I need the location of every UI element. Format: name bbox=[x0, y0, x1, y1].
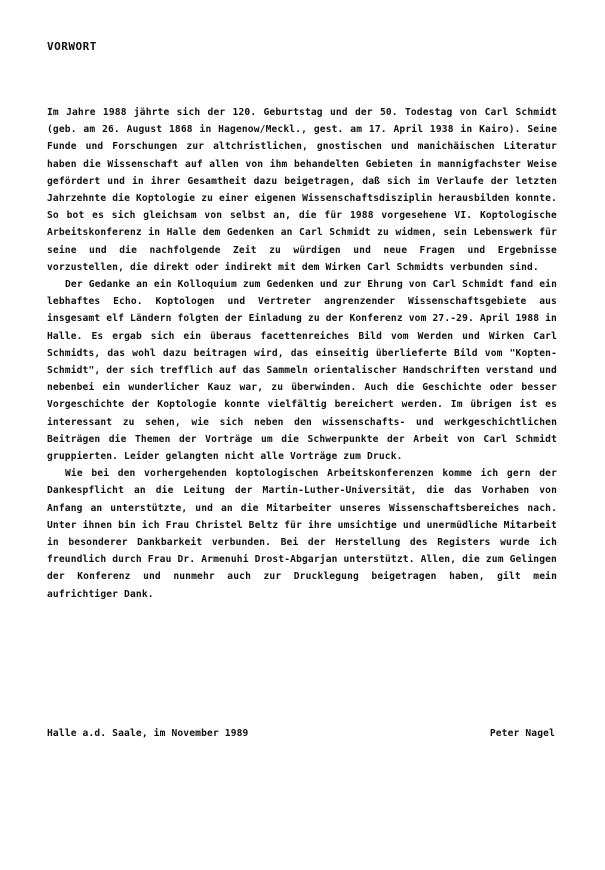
paragraph-3: Wie bei den vorhergehenden koptologischen Arbeitskonferenzen komme ich gern der Dankespflicht an die Leitung der Martin-Luther-Universität, die das Vorhaben von Anfang an unterstützte, und an die Mitarbeiter unseres Wissenschaftsbereiches nach. Unter ihnen bin ich Frau Christel Beltz für ihre umsichtige und unermüdliche Mitarbeit in besonderer Dankbarkeit verbunden. Bei der Herstellung des Registers wurde ich freundlich durch Frau Dr. Armenuhi Drost-Abgarjan unterstützt. Allen, die zum Gelingen der Konferenz und nunmehr auch zur Drucklegung beigetragen haben, gilt mein aufrichtiger Dank. bbox=[47, 468, 557, 600]
place-date: Halle a.d. Saale, im November 1989 bbox=[47, 728, 249, 739]
author-name: Peter Nagel bbox=[489, 728, 555, 739]
paragraph-1: Im Jahre 1988 jährte sich der 120. Geburtstag und der 50. Todestag von Carl Schmidt (geb. am 26. August 1868 in Hagenow/Meckl., gest. am 17. April 1938 in Kairo). Seine Funde und Forschungen zur altchristlichen, gnostischen und manichäischen Literatur haben die Wissenschaft auf allen von ihm behandelten Gebieten in mannigfachster Weise gefördert und in ihrer Gesamtheit dazu beigetragen, daß sich im Verlaufe der letzten Jahrzehnte die Koptologie zu einer eigenen Wissenschaftsdisziplin herausbilden konnte. So bot es sich gleichsam von selbst an, die für 1988 vorgesehene VI. Koptologische Arbeitskonferenz in Halle dem Gedenken an Carl Schmidt zu widmen, sein Lebenswerk für seine und die nachfolgende Zeit zu würdigen und neue Fragen und Ergebnisse vorzustellen, die direkt oder indirekt mit dem Wirken Carl Schmidts verbunden sind. bbox=[47, 107, 557, 273]
signature-line bbox=[47, 728, 555, 739]
paragraph-2: Der Gedanke an ein Kolloquium zum Gedenken und zur Ehrung von Carl Schmidt fand ein lebhaftes Echo. Koptologen und Vertreter angrenzender Wissenschaftsgebiete aus insgesamt elf Ländern folgten der Einladung zu der Konferenz vom 27.-29. April 1988 in Halle. Es ergab sich ein überaus facettenreiches Bild vom Werden und Wirken Carl Schmidts, das wohl dazu beitragen wird, das einseitig überlieferte Bild vom "Kopten-Schmidt", der sich trefflich auf das Sammeln orientalischer Handschriften verstand und nebenbei ein wunderlicher Kauz war, zu überwinden. Auch die Geschichte oder besser Vorgeschichte der Koptologie konnte vielfältig bereichert werden. Im übrigen ist es interessant zu sehen, wie sich neben den wissenschafts- und werkgeschichtlichen Beiträgen die Themen der Vorträge um die Schwerpunkte der Arbeit von Carl Schmidt gruppierten. Leider gelangten nicht alle Vorträge zum Druck. bbox=[47, 279, 557, 463]
foreword-body bbox=[47, 104, 557, 603]
page-title: VORWORT bbox=[47, 40, 97, 53]
